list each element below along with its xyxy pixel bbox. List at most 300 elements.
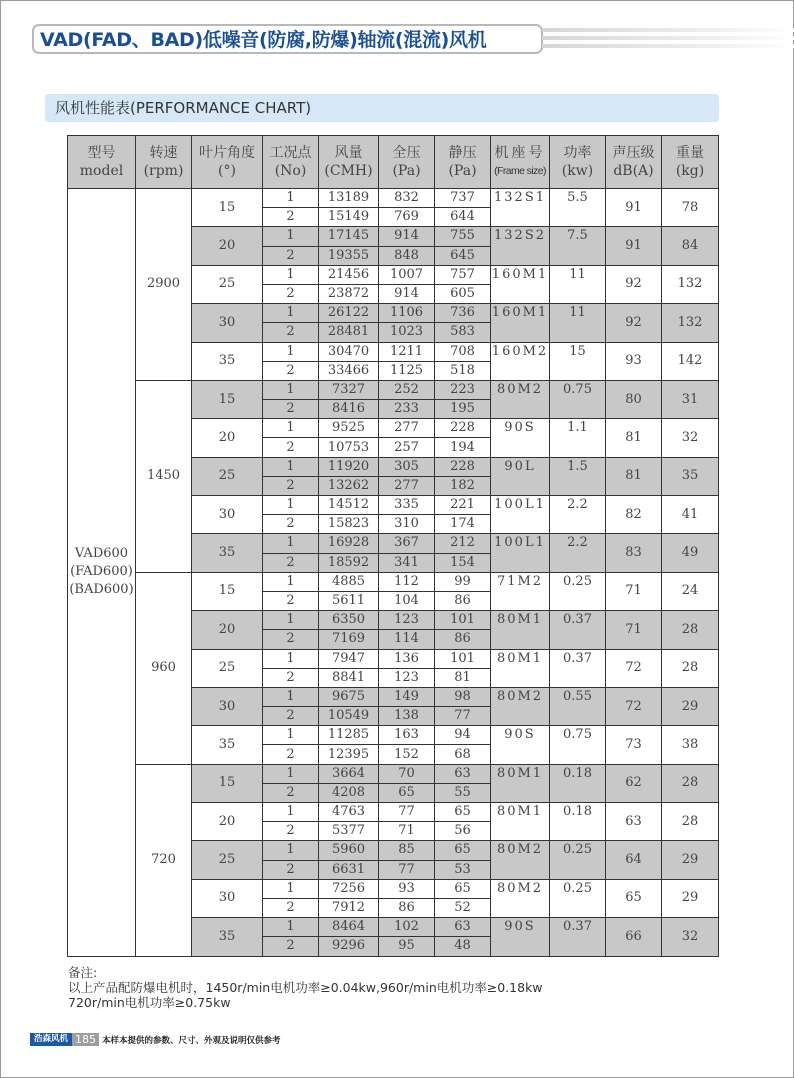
blade-angle-cell: 25: [192, 457, 263, 495]
total-pressure-cell: 305: [379, 457, 435, 476]
power-cell: 1.5: [550, 457, 606, 495]
header-total-pressure: [379, 136, 435, 189]
weight-cell: 24: [662, 572, 719, 610]
table-row: [68, 380, 719, 399]
header-rpm: [136, 136, 192, 189]
blade-angle-cell: 30: [192, 687, 263, 725]
airflow-cell: 15149: [319, 208, 379, 227]
weight-cell: 28: [662, 803, 719, 841]
power-cell: 0.37: [550, 611, 606, 649]
airflow-cell: 4763: [319, 803, 379, 822]
power-cell: 5.5: [550, 189, 606, 227]
header-static-pressure-cn: 静压: [448, 145, 477, 161]
blade-angle-cell: 20: [192, 227, 263, 265]
performance-table: [67, 135, 719, 957]
weight-cell: 38: [662, 726, 719, 764]
static-pressure-cell: 101: [435, 611, 491, 630]
frame-size-cell: 100L1: [491, 534, 550, 572]
notes-label: 备注:: [68, 965, 98, 980]
operating-point-cell: 2: [263, 860, 319, 879]
operating-point-cell: 1: [263, 342, 319, 361]
blade-angle-cell: 15: [192, 380, 263, 418]
operating-point-cell: 1: [263, 189, 319, 208]
airflow-cell: 33466: [319, 361, 379, 380]
frame-size-cell: 132S2: [491, 227, 550, 265]
header-static-pressure: [435, 136, 491, 189]
operating-point-cell: 1: [263, 879, 319, 898]
static-pressure-cell: 101: [435, 649, 491, 668]
power-cell: 0.37: [550, 649, 606, 687]
airflow-cell: 13189: [319, 189, 379, 208]
power-cell: 11: [550, 265, 606, 303]
sound-level-cell: 64: [606, 841, 662, 879]
airflow-cell: 12395: [319, 745, 379, 764]
static-pressure-cell: 68: [435, 745, 491, 764]
operating-point-cell: 2: [263, 553, 319, 572]
operating-point-cell: 2: [263, 400, 319, 419]
sound-level-cell: 92: [606, 265, 662, 303]
header-sound-level-cn: 声压级: [612, 145, 655, 161]
static-pressure-cell: 63: [435, 918, 491, 937]
airflow-cell: 30470: [319, 342, 379, 361]
operating-point-cell: 2: [263, 476, 319, 495]
power-cell: 11: [550, 304, 606, 342]
airflow-cell: 19355: [319, 246, 379, 265]
airflow-cell: 4208: [319, 783, 379, 802]
sound-level-cell: 92: [606, 304, 662, 342]
operating-point-cell: 1: [263, 611, 319, 630]
power-cell: 0.37: [550, 918, 606, 956]
operating-point-cell: 2: [263, 630, 319, 649]
static-pressure-cell: 194: [435, 438, 491, 457]
static-pressure-cell: 757: [435, 265, 491, 284]
static-pressure-cell: 63: [435, 764, 491, 783]
airflow-cell: 8464: [319, 918, 379, 937]
total-pressure-cell: 70: [379, 764, 435, 783]
static-pressure-cell: 228: [435, 419, 491, 438]
total-pressure-cell: 112: [379, 572, 435, 591]
airflow-cell: 9296: [319, 937, 379, 956]
header-power-en: (kw): [561, 163, 594, 179]
sound-level-cell: 91: [606, 227, 662, 265]
frame-size-cell: 90S: [491, 918, 550, 956]
weight-cell: 31: [662, 380, 719, 418]
operating-point-cell: 1: [263, 649, 319, 668]
airflow-cell: 6631: [319, 860, 379, 879]
total-pressure-cell: 233: [379, 400, 435, 419]
airflow-cell: 26122: [319, 304, 379, 323]
blade-angle-cell: 20: [192, 611, 263, 649]
total-pressure-cell: 257: [379, 438, 435, 457]
sound-level-cell: 62: [606, 764, 662, 802]
static-pressure-cell: 56: [435, 822, 491, 841]
header-total-pressure-cn: 全压: [392, 145, 421, 161]
operating-point-cell: 2: [263, 937, 319, 956]
operating-point-cell: 2: [263, 246, 319, 265]
blade-angle-cell: 35: [192, 726, 263, 764]
airflow-cell: 7169: [319, 630, 379, 649]
airflow-cell: 10549: [319, 707, 379, 726]
operating-point-cell: 1: [263, 419, 319, 438]
total-pressure-cell: 93: [379, 879, 435, 898]
weight-cell: 28: [662, 649, 719, 687]
total-pressure-cell: 123: [379, 611, 435, 630]
model-name: (FAD600): [70, 564, 133, 580]
header-power-cn: 功率: [563, 145, 592, 161]
blade-angle-cell: 25: [192, 265, 263, 303]
total-pressure-cell: 832: [379, 189, 435, 208]
airflow-cell: 7327: [319, 380, 379, 399]
sound-level-cell: 71: [606, 572, 662, 610]
operating-point-cell: 2: [263, 515, 319, 534]
rpm-cell: 2900: [136, 189, 192, 381]
blade-angle-cell: 35: [192, 342, 263, 380]
total-pressure-cell: 277: [379, 476, 435, 495]
table-body: [68, 189, 719, 957]
operating-point-cell: 1: [263, 304, 319, 323]
weight-cell: 35: [662, 457, 719, 495]
operating-point-cell: 1: [263, 764, 319, 783]
total-pressure-cell: 1125: [379, 361, 435, 380]
blade-angle-cell: 25: [192, 841, 263, 879]
airflow-cell: 21456: [319, 265, 379, 284]
airflow-cell: 7947: [319, 649, 379, 668]
operating-point-cell: 2: [263, 898, 319, 917]
total-pressure-cell: 136: [379, 649, 435, 668]
total-pressure-cell: 335: [379, 496, 435, 515]
frame-size-cell: 90S: [491, 726, 550, 764]
total-pressure-cell: 1211: [379, 342, 435, 361]
static-pressure-cell: 182: [435, 476, 491, 495]
sound-level-cell: 71: [606, 611, 662, 649]
operating-point-cell: 2: [263, 361, 319, 380]
header-sound-level: [606, 136, 662, 189]
static-pressure-cell: 228: [435, 457, 491, 476]
airflow-cell: 10753: [319, 438, 379, 457]
total-pressure-cell: 341: [379, 553, 435, 572]
static-pressure-cell: 605: [435, 284, 491, 303]
power-cell: 0.25: [550, 879, 606, 917]
total-pressure-cell: 71: [379, 822, 435, 841]
header-operating-point-en: (No): [274, 163, 307, 179]
total-pressure-cell: 123: [379, 668, 435, 687]
model-name: (BAD600): [69, 582, 134, 598]
sound-level-cell: 83: [606, 534, 662, 572]
static-pressure-cell: 212: [435, 534, 491, 553]
table-row: [68, 189, 719, 208]
rpm-cell: 960: [136, 572, 192, 764]
total-pressure-cell: 1106: [379, 304, 435, 323]
rpm-cell: 720: [136, 764, 192, 956]
operating-point-cell: 2: [263, 668, 319, 687]
frame-size-cell: 160M1: [491, 265, 550, 303]
frame-size-cell: 100L1: [491, 496, 550, 534]
header-weight: [662, 136, 719, 189]
total-pressure-cell: 95: [379, 937, 435, 956]
airflow-cell: 6350: [319, 611, 379, 630]
static-pressure-cell: 755: [435, 227, 491, 246]
operating-point-cell: 2: [263, 783, 319, 802]
operating-point-cell: 1: [263, 380, 319, 399]
total-pressure-cell: 65: [379, 783, 435, 802]
table-row: [68, 572, 719, 591]
total-pressure-cell: 114: [379, 630, 435, 649]
static-pressure-cell: 81: [435, 668, 491, 687]
brand-label: 浩森风机: [30, 1033, 72, 1046]
airflow-cell: 11285: [319, 726, 379, 745]
total-pressure-cell: 152: [379, 745, 435, 764]
weight-cell: 84: [662, 227, 719, 265]
operating-point-cell: 1: [263, 496, 319, 515]
total-pressure-cell: 77: [379, 803, 435, 822]
blade-angle-cell: 20: [192, 803, 263, 841]
blade-angle-cell: 35: [192, 918, 263, 956]
operating-point-cell: 2: [263, 323, 319, 342]
static-pressure-cell: 736: [435, 304, 491, 323]
frame-size-cell: 80M2: [491, 841, 550, 879]
airflow-cell: 5960: [319, 841, 379, 860]
static-pressure-cell: 53: [435, 860, 491, 879]
sound-level-cell: 93: [606, 342, 662, 380]
blade-angle-cell: 25: [192, 649, 263, 687]
weight-cell: 49: [662, 534, 719, 572]
header-model: [68, 136, 136, 189]
airflow-cell: 16928: [319, 534, 379, 553]
frame-size-cell: 80M1: [491, 649, 550, 687]
power-cell: 0.25: [550, 841, 606, 879]
airflow-cell: 14512: [319, 496, 379, 515]
static-pressure-cell: 77: [435, 707, 491, 726]
airflow-cell: 8841: [319, 668, 379, 687]
static-pressure-cell: 583: [435, 323, 491, 342]
static-pressure-cell: 644: [435, 208, 491, 227]
weight-cell: 78: [662, 189, 719, 227]
header-sound-level-en: dB(A): [613, 163, 654, 179]
airflow-cell: 5377: [319, 822, 379, 841]
notes-line-1: 以上产品配防爆电机时，1450r/min电机功率≥0.04kw,960r/min电机功率≥0.18kw: [68, 980, 543, 995]
sound-level-cell: 81: [606, 419, 662, 457]
airflow-cell: 9675: [319, 687, 379, 706]
page-title: VAD(FAD、BAD)低噪音(防腐,防爆)轴流(混流)风机: [40, 29, 487, 51]
operating-point-cell: 2: [263, 284, 319, 303]
airflow-cell: 13262: [319, 476, 379, 495]
page-number: 185: [72, 1033, 99, 1046]
operating-point-cell: 2: [263, 822, 319, 841]
header-weight-cn: 重量: [676, 145, 704, 161]
total-pressure-cell: 252: [379, 380, 435, 399]
section-title: 风机性能表(PERFORMANCE CHART): [55, 99, 312, 117]
frame-size-cell: 80M2: [491, 687, 550, 725]
notes: [68, 965, 543, 1010]
sound-level-cell: 66: [606, 918, 662, 956]
operating-point-cell: 1: [263, 687, 319, 706]
total-pressure-cell: 1023: [379, 323, 435, 342]
header-power: [550, 136, 606, 189]
header-frame-size-cn: 机座号: [494, 145, 546, 161]
airflow-cell: 4885: [319, 572, 379, 591]
total-pressure-cell: 848: [379, 246, 435, 265]
header-rpm-en: (rpm): [143, 163, 184, 179]
footer-disclaimer: 本样本提供的参数、尺寸、外观及说明仅供参考: [102, 1035, 281, 1046]
static-pressure-cell: 48: [435, 937, 491, 956]
power-cell: 0.75: [550, 380, 606, 418]
total-pressure-cell: 310: [379, 515, 435, 534]
model-cell: [68, 189, 136, 957]
airflow-cell: 5611: [319, 591, 379, 610]
weight-cell: 132: [662, 265, 719, 303]
total-pressure-cell: 149: [379, 687, 435, 706]
airflow-cell: 7912: [319, 898, 379, 917]
operating-point-cell: 2: [263, 591, 319, 610]
weight-cell: 28: [662, 611, 719, 649]
total-pressure-cell: 77: [379, 860, 435, 879]
header-blade-angle-en: (°): [218, 163, 236, 179]
header-weight-en: (kg): [675, 163, 705, 179]
frame-size-cell: 90S: [491, 419, 550, 457]
static-pressure-cell: 223: [435, 380, 491, 399]
header-airflow-cn: 风量: [334, 145, 363, 161]
power-cell: 0.75: [550, 726, 606, 764]
model-name: VAD600: [74, 546, 129, 562]
frame-size-cell: 80M2: [491, 380, 550, 418]
airflow-cell: 18592: [319, 553, 379, 572]
sound-level-cell: 63: [606, 803, 662, 841]
frame-size-cell: 132S1: [491, 189, 550, 227]
static-pressure-cell: 98: [435, 687, 491, 706]
frame-size-cell: 160M1: [491, 304, 550, 342]
notes-line-2: 720r/min电机功率≥0.75kw: [68, 995, 231, 1010]
operating-point-cell: 2: [263, 438, 319, 457]
static-pressure-cell: 737: [435, 189, 491, 208]
operating-point-cell: 1: [263, 572, 319, 591]
static-pressure-cell: 65: [435, 841, 491, 860]
weight-cell: 29: [662, 687, 719, 725]
blade-angle-cell: 15: [192, 764, 263, 802]
static-pressure-cell: 65: [435, 879, 491, 898]
header-blade-angle-cn: 叶片角度: [199, 145, 255, 161]
weight-cell: 142: [662, 342, 719, 380]
weight-cell: 41: [662, 496, 719, 534]
airflow-cell: 15823: [319, 515, 379, 534]
total-pressure-cell: 104: [379, 591, 435, 610]
operating-point-cell: 1: [263, 726, 319, 745]
total-pressure-cell: 914: [379, 227, 435, 246]
operating-point-cell: 1: [263, 457, 319, 476]
table-header-row: [68, 136, 719, 189]
static-pressure-cell: 708: [435, 342, 491, 361]
power-cell: 0.55: [550, 687, 606, 725]
static-pressure-cell: 52: [435, 898, 491, 917]
total-pressure-cell: 102: [379, 918, 435, 937]
static-pressure-cell: 65: [435, 803, 491, 822]
blade-angle-cell: 15: [192, 572, 263, 610]
static-pressure-cell: 86: [435, 630, 491, 649]
power-cell: 15: [550, 342, 606, 380]
blade-angle-cell: 35: [192, 534, 263, 572]
header-frame-size: [491, 136, 550, 189]
weight-cell: 132: [662, 304, 719, 342]
rpm-cell: 1450: [136, 380, 192, 572]
weight-cell: 32: [662, 419, 719, 457]
airflow-cell: 17145: [319, 227, 379, 246]
weight-cell: 32: [662, 918, 719, 956]
airflow-cell: 28481: [319, 323, 379, 342]
static-pressure-cell: 195: [435, 400, 491, 419]
power-cell: 7.5: [550, 227, 606, 265]
static-pressure-cell: 94: [435, 726, 491, 745]
power-cell: 0.18: [550, 764, 606, 802]
blade-angle-cell: 30: [192, 879, 263, 917]
blade-angle-cell: 30: [192, 304, 263, 342]
power-cell: 0.25: [550, 572, 606, 610]
frame-size-cell: 71M2: [491, 572, 550, 610]
total-pressure-cell: 86: [379, 898, 435, 917]
header-rpm-cn: 转速: [149, 145, 178, 161]
static-pressure-cell: 518: [435, 361, 491, 380]
airflow-cell: 3664: [319, 764, 379, 783]
sound-level-cell: 72: [606, 687, 662, 725]
frame-size-cell: 80M1: [491, 803, 550, 841]
operating-point-cell: 1: [263, 227, 319, 246]
airflow-cell: 23872: [319, 284, 379, 303]
total-pressure-cell: 769: [379, 208, 435, 227]
frame-size-cell: 160M2: [491, 342, 550, 380]
static-pressure-cell: 99: [435, 572, 491, 591]
static-pressure-cell: 154: [435, 553, 491, 572]
operating-point-cell: 2: [263, 707, 319, 726]
static-pressure-cell: 86: [435, 591, 491, 610]
header-model-cn: 型号: [87, 145, 116, 161]
airflow-cell: 9525: [319, 419, 379, 438]
header-total-pressure-en: (Pa): [392, 163, 421, 179]
sound-level-cell: 81: [606, 457, 662, 495]
power-cell: 0.18: [550, 803, 606, 841]
operating-point-cell: 2: [263, 208, 319, 227]
header-airflow-en: (CMH): [324, 163, 373, 179]
blade-angle-cell: 30: [192, 496, 263, 534]
blade-angle-cell: 15: [192, 189, 263, 227]
sound-level-cell: 73: [606, 726, 662, 764]
operating-point-cell: 1: [263, 534, 319, 553]
airflow-cell: 7256: [319, 879, 379, 898]
static-pressure-cell: 174: [435, 515, 491, 534]
frame-size-cell: 90L: [491, 457, 550, 495]
weight-cell: 29: [662, 841, 719, 879]
operating-point-cell: 1: [263, 265, 319, 284]
operating-point-cell: 2: [263, 745, 319, 764]
operating-point-cell: 1: [263, 803, 319, 822]
header-static-pressure-en: (Pa): [448, 163, 477, 179]
total-pressure-cell: 85: [379, 841, 435, 860]
frame-size-cell: 80M1: [491, 611, 550, 649]
airflow-cell: 8416: [319, 400, 379, 419]
sound-level-cell: 82: [606, 496, 662, 534]
operating-point-cell: 1: [263, 841, 319, 860]
sound-level-cell: 65: [606, 879, 662, 917]
sound-level-cell: 91: [606, 189, 662, 227]
header-model-en: model: [79, 163, 124, 179]
header-operating-point-cn: 工况点: [269, 145, 312, 161]
total-pressure-cell: 914: [379, 284, 435, 303]
static-pressure-cell: 645: [435, 246, 491, 265]
blade-angle-cell: 20: [192, 419, 263, 457]
static-pressure-cell: 55: [435, 783, 491, 802]
footer: [30, 1033, 281, 1046]
operating-point-cell: 1: [263, 918, 319, 937]
header-airflow: [319, 136, 379, 189]
total-pressure-cell: 1007: [379, 265, 435, 284]
sound-level-cell: 72: [606, 649, 662, 687]
